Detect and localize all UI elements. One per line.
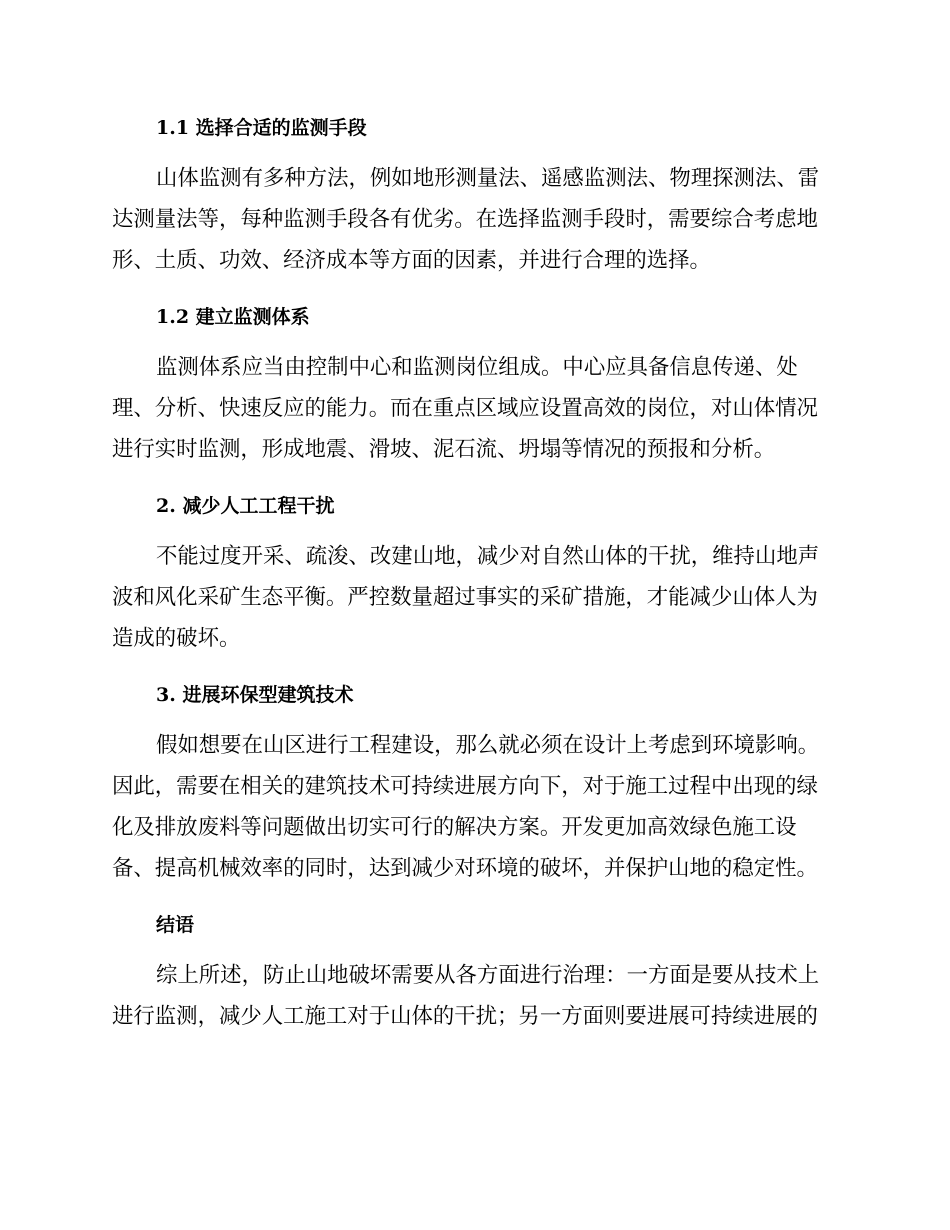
section-heading-conclusion: 结语 [156,914,195,936]
paragraph-line: 造成的破坏。 [112,626,241,651]
section-paragraph-1-2 [112,347,830,470]
paragraph-line: 进行实时监测，形成地震、滑坡、泥石流、坍塌等情况的预报和分析。 [112,437,776,462]
paragraph-line: 综上所述，防止山地破坏需要从各方面进行治理：一方面是要从技术上 [156,963,820,988]
paragraph-line: 因此，需要在相关的建筑技术可持续进展方向下，对于施工过程中出现的绿 [112,774,818,799]
section-paragraph-1-1 [112,158,830,281]
paragraph-line: 监测体系应当由控制中心和监测岗位组成。中心应具备信息传递、处 [156,355,798,380]
paragraph-line: 进行监测，减少人工施工对于山体的干扰；另一方面则要进展可持续进展的 [112,1004,818,1029]
section-paragraph-3 [112,725,830,889]
section-heading-3: 3. 进展环保型建筑技术 [156,684,354,706]
paragraph-line: 化及排放废料等问题做出切实可行的解决方案。开发更加高效绿色施工设 [112,815,797,840]
section-paragraph-conclusion [112,955,830,1037]
paragraph-line: 不能过度开采、疏浚、改建山地，减少对自然山体的干扰，维持山地声 [156,544,820,569]
paragraph-line: 假如想要在山区进行工程建设，那么就必须在设计上考虑到环境影响。 [156,733,820,758]
paragraph-line: 备、提高机械效率的同时，达到减少对环境的破坏，并保护山地的稳定性。 [112,856,818,881]
paragraph-line: 形、土质、功效、经济成本等方面的因素，并进行合理的选择。 [112,248,711,273]
paragraph-line: 波和风化采矿生态平衡。严控数量超过事实的采矿措施，才能减少山体人为 [112,585,818,610]
document-body [112,108,830,1037]
section-paragraph-2 [112,536,830,659]
paragraph-line: 山体监测有多种方法，例如地形测量法、遥感监测法、物理探测法、雷 [156,166,820,191]
paragraph-line: 理、分析、快速反应的能力。而在重点区域应设置高效的岗位，对山体情况 [112,396,818,421]
section-heading-1-2: 1.2 建立监测体系 [156,306,310,328]
section-heading-2: 2. 减少人工工程干扰 [156,495,335,517]
section-heading-1-1: 1.1 选择合适的监测手段 [156,117,367,139]
paragraph-line: 达测量法等，每种监测手段各有优劣。在选择监测手段时，需要综合考虑地 [112,207,818,232]
